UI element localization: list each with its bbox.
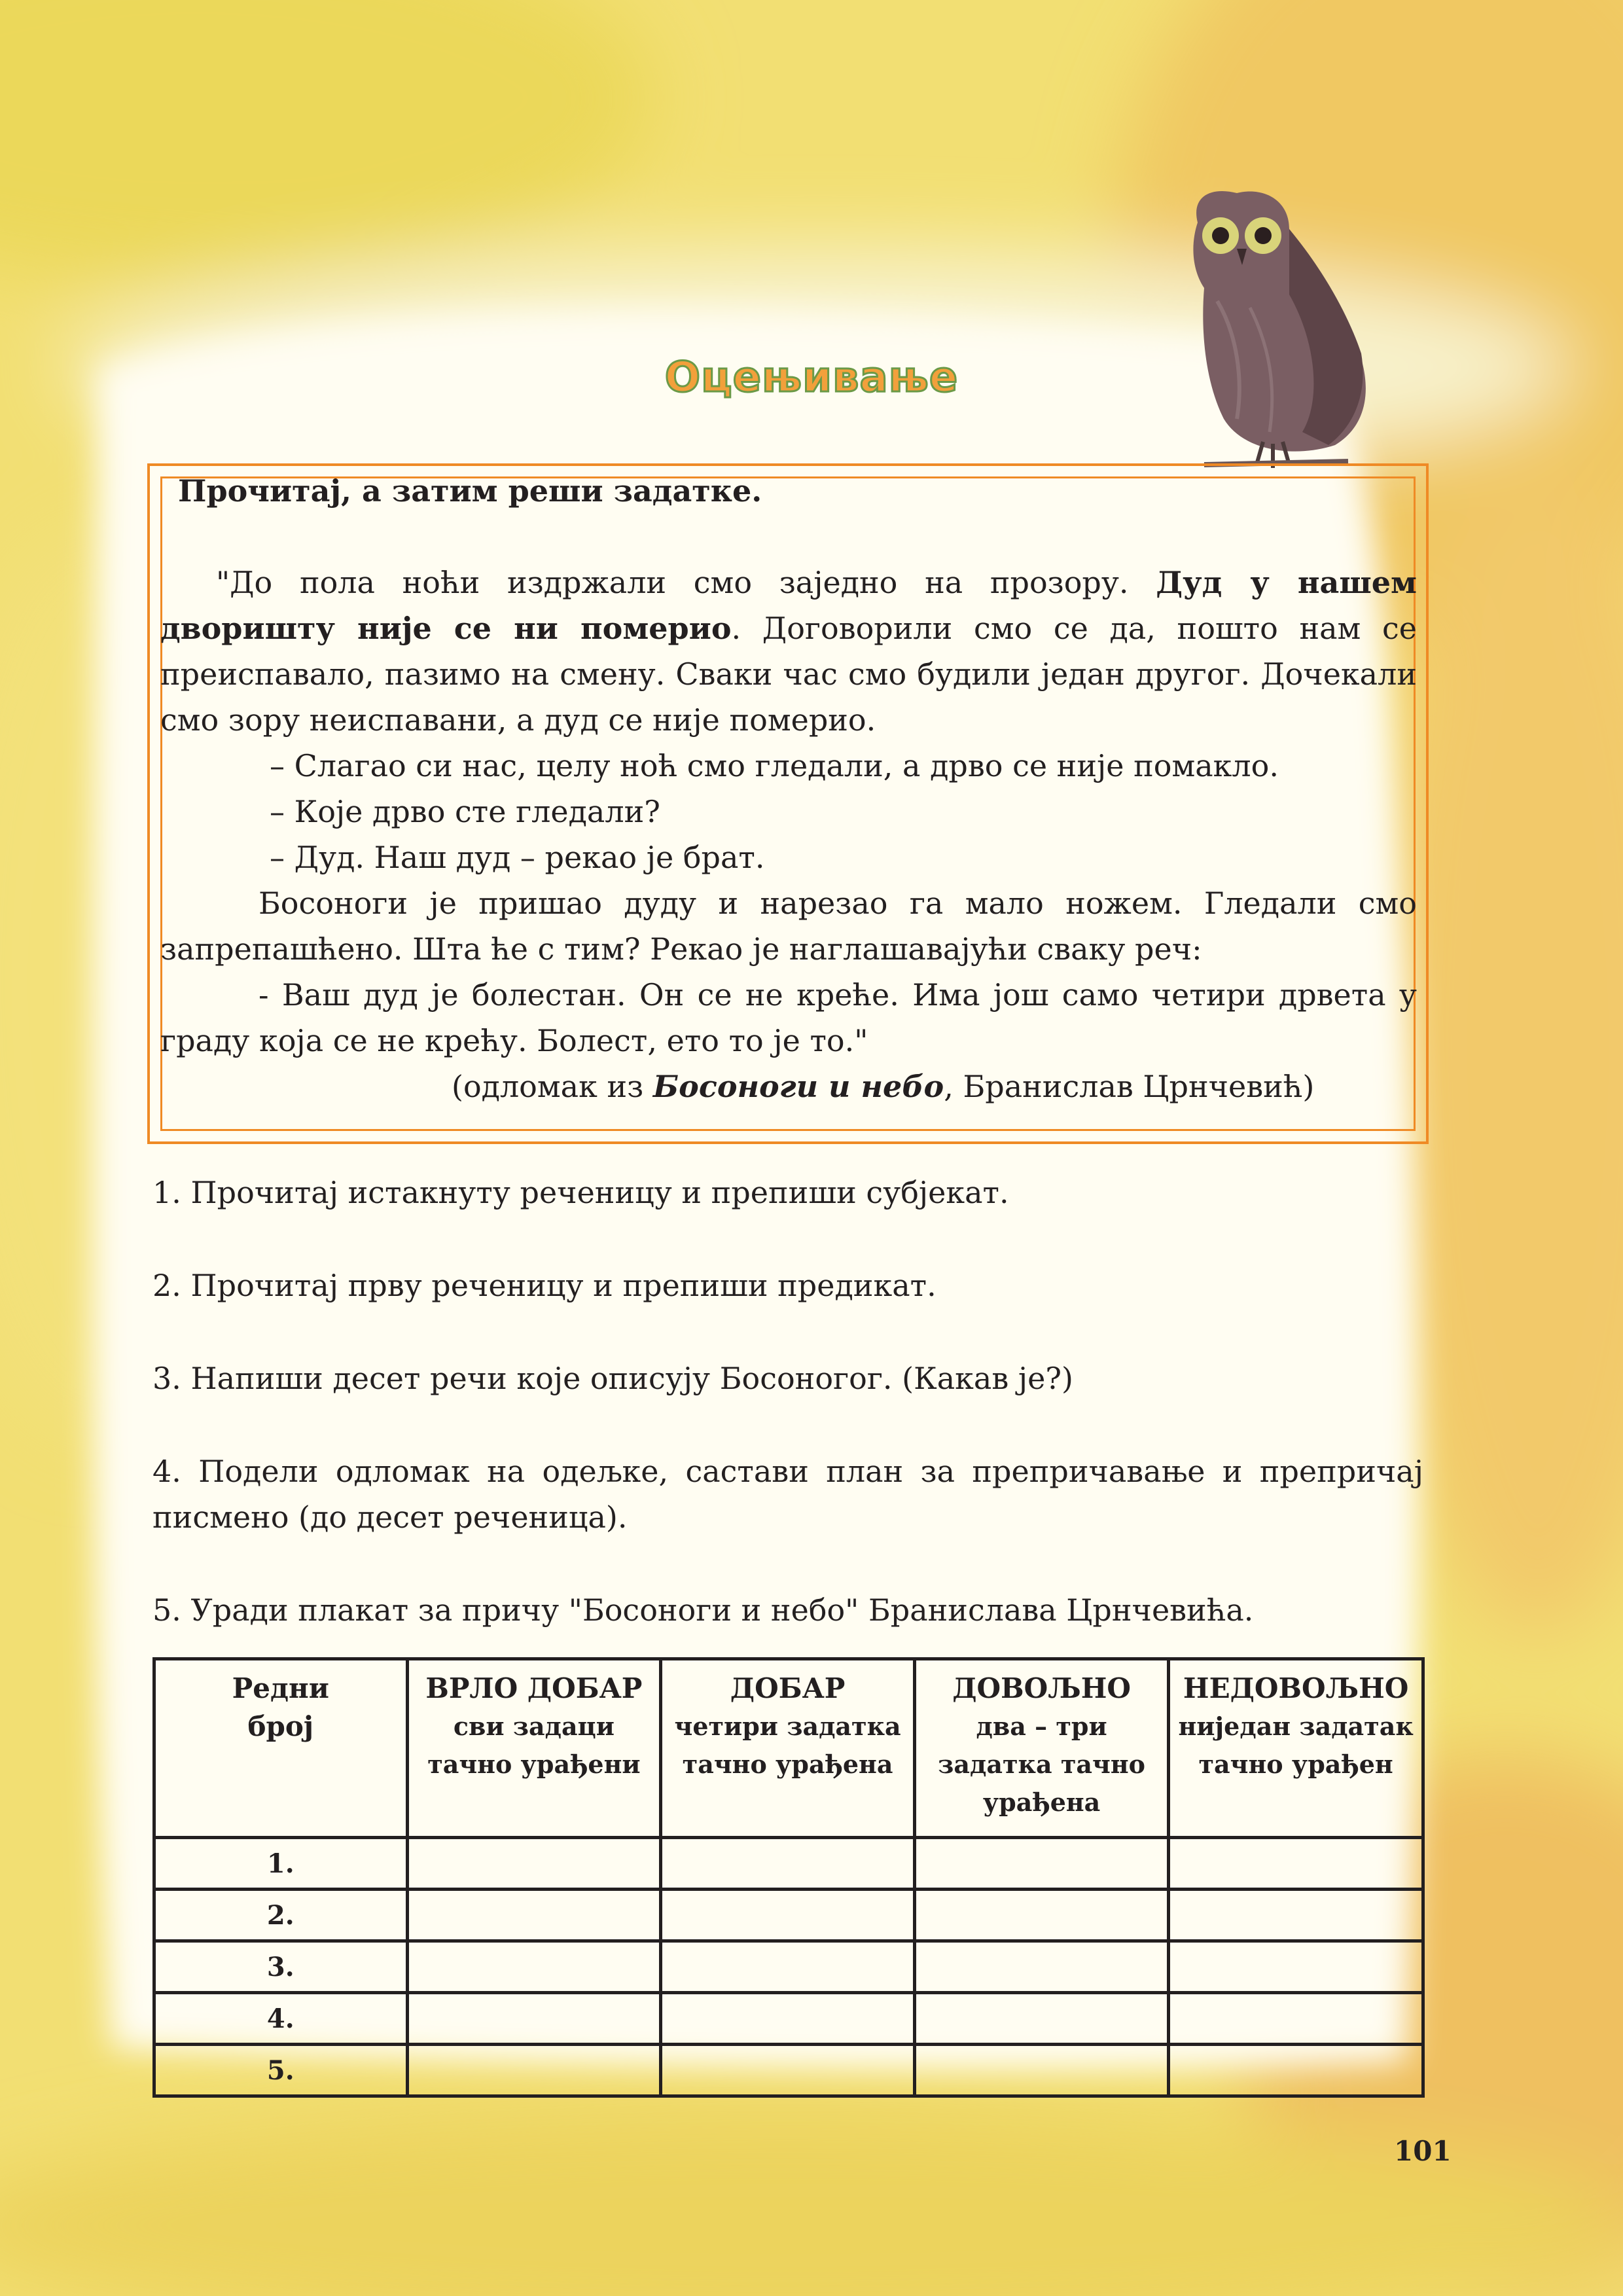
header-subtitle: број xyxy=(247,1710,314,1742)
task-list xyxy=(152,1170,1423,1680)
row-number: 1. xyxy=(154,1838,408,1890)
grade-cell[interactable] xyxy=(661,2045,915,2096)
header-title: ДОБАР xyxy=(730,1672,846,1704)
paragraph-text: "До пола ноћи издржали смо заједно на прозору. xyxy=(216,565,1156,600)
citation-text: , Бранислав Црнчевић) xyxy=(944,1069,1315,1104)
header-subtitle: четири задатка тачно урађена xyxy=(674,1712,901,1779)
instruction: Прочитај, а затим реши задатке. xyxy=(178,473,762,509)
grade-cell[interactable] xyxy=(661,1993,915,2045)
header-title: ВРЛО ДОБАР xyxy=(425,1672,643,1704)
reading-passage xyxy=(160,468,1417,1109)
grade-cell[interactable] xyxy=(661,1890,915,1941)
task-item: 3. Напиши десет речи које описују Босоногог. (Какав је?) xyxy=(152,1361,1073,1396)
grade-cell[interactable] xyxy=(914,1890,1168,1941)
passage-paragraph-2: Босоноги је пришао дуду и нарезао га мало ножем. Гледали смо запрепашћено. Шта ће с тим? Рекао је наглашавајући сваку реч: xyxy=(160,886,1417,967)
dialogue-line-1: – Слагао си нас, целу ноћ смо гледали, а дрво се није помакло. xyxy=(270,748,1279,783)
citation-text: (одломак из xyxy=(452,1069,653,1104)
table-row xyxy=(154,1941,1423,1993)
dialogue-line-2: – Које дрво сте гледали? xyxy=(270,794,660,829)
header-very-good xyxy=(407,1659,661,1838)
header-title: НЕДОВОЉНО xyxy=(1183,1672,1409,1704)
grading-table xyxy=(152,1657,1425,2098)
header-good xyxy=(661,1659,915,1838)
passage-paragraph-3: - Ваш дуд је болестан. Он се не креће. Има још само четири дрвета у граду која се не крећу. Болест, ето то је то." xyxy=(160,977,1417,1058)
grade-cell[interactable] xyxy=(407,1941,661,1993)
header-sufficient xyxy=(914,1659,1168,1838)
grade-cell[interactable] xyxy=(407,1993,661,2045)
header-title: Редни xyxy=(232,1672,329,1704)
table-header-row xyxy=(154,1659,1423,1838)
header-subtitle: два – три задатка тачно урађена xyxy=(938,1712,1145,1817)
grade-cell[interactable] xyxy=(661,1941,915,1993)
table-row xyxy=(154,1993,1423,2045)
grade-cell[interactable] xyxy=(1169,1890,1423,1941)
grade-cell[interactable] xyxy=(1169,1941,1423,1993)
header-subtitle: сви задаци тачно урађени xyxy=(427,1712,641,1779)
passage-paragraph-1 xyxy=(160,560,1417,743)
table-row xyxy=(154,1838,1423,1890)
task-item: 4. Подели одломак на одељке, састави план за препричавање и препричај писмено (до десет реченица). xyxy=(152,1454,1423,1535)
table-row xyxy=(154,2045,1423,2096)
header-insufficient xyxy=(1169,1659,1423,1838)
row-number: 3. xyxy=(154,1941,408,1993)
grade-cell[interactable] xyxy=(407,2045,661,2096)
row-number: 2. xyxy=(154,1890,408,1941)
task-item: 1. Прочитај истакнуту реченицу и препиши субјекат. xyxy=(152,1175,1009,1210)
paragraph-text: . Договорили смо се да, пошто нам се преиспавало, пазимо на смену. Сваки час смо будили један другог. Дочекали смо зору неиспавани, а дуд се није померио. xyxy=(160,611,1417,738)
highlighted-sentence: Дуд у нашем дворишту није се ни померио xyxy=(160,565,1417,646)
header-row-number xyxy=(154,1659,408,1838)
grade-cell[interactable] xyxy=(661,1838,915,1890)
grade-cell[interactable] xyxy=(1169,1993,1423,2045)
table-row xyxy=(154,1890,1423,1941)
grade-cell[interactable] xyxy=(914,2045,1168,2096)
grade-cell[interactable] xyxy=(1169,1838,1423,1890)
grade-cell[interactable] xyxy=(914,1941,1168,1993)
page-title: Оцењивање xyxy=(664,353,959,402)
task-item: 2. Прочитај прву реченицу и препиши предикат. xyxy=(152,1268,936,1303)
grade-cell[interactable] xyxy=(407,1890,661,1941)
grade-cell[interactable] xyxy=(914,1838,1168,1890)
header-title: ДОВОЉНО xyxy=(952,1672,1131,1704)
row-number: 4. xyxy=(154,1993,408,2045)
owl-illustration xyxy=(1139,183,1400,478)
dialogue-line-3: – Дуд. Наш дуд – рекао је брат. xyxy=(270,840,765,875)
grade-cell[interactable] xyxy=(914,1993,1168,2045)
citation-title: Босоноги и небо xyxy=(652,1069,944,1104)
row-number: 5. xyxy=(154,2045,408,2096)
grade-cell[interactable] xyxy=(1169,2045,1423,2096)
citation xyxy=(160,1064,1417,1109)
task-item: 5. Уради плакат за причу "Босоноги и небо" Бранислава Црнчевића. xyxy=(152,1592,1254,1628)
page-number: 101 xyxy=(1394,2135,1452,2167)
grade-cell[interactable] xyxy=(407,1838,661,1890)
header-subtitle: ниједан задатак тачно урађен xyxy=(1178,1712,1414,1779)
